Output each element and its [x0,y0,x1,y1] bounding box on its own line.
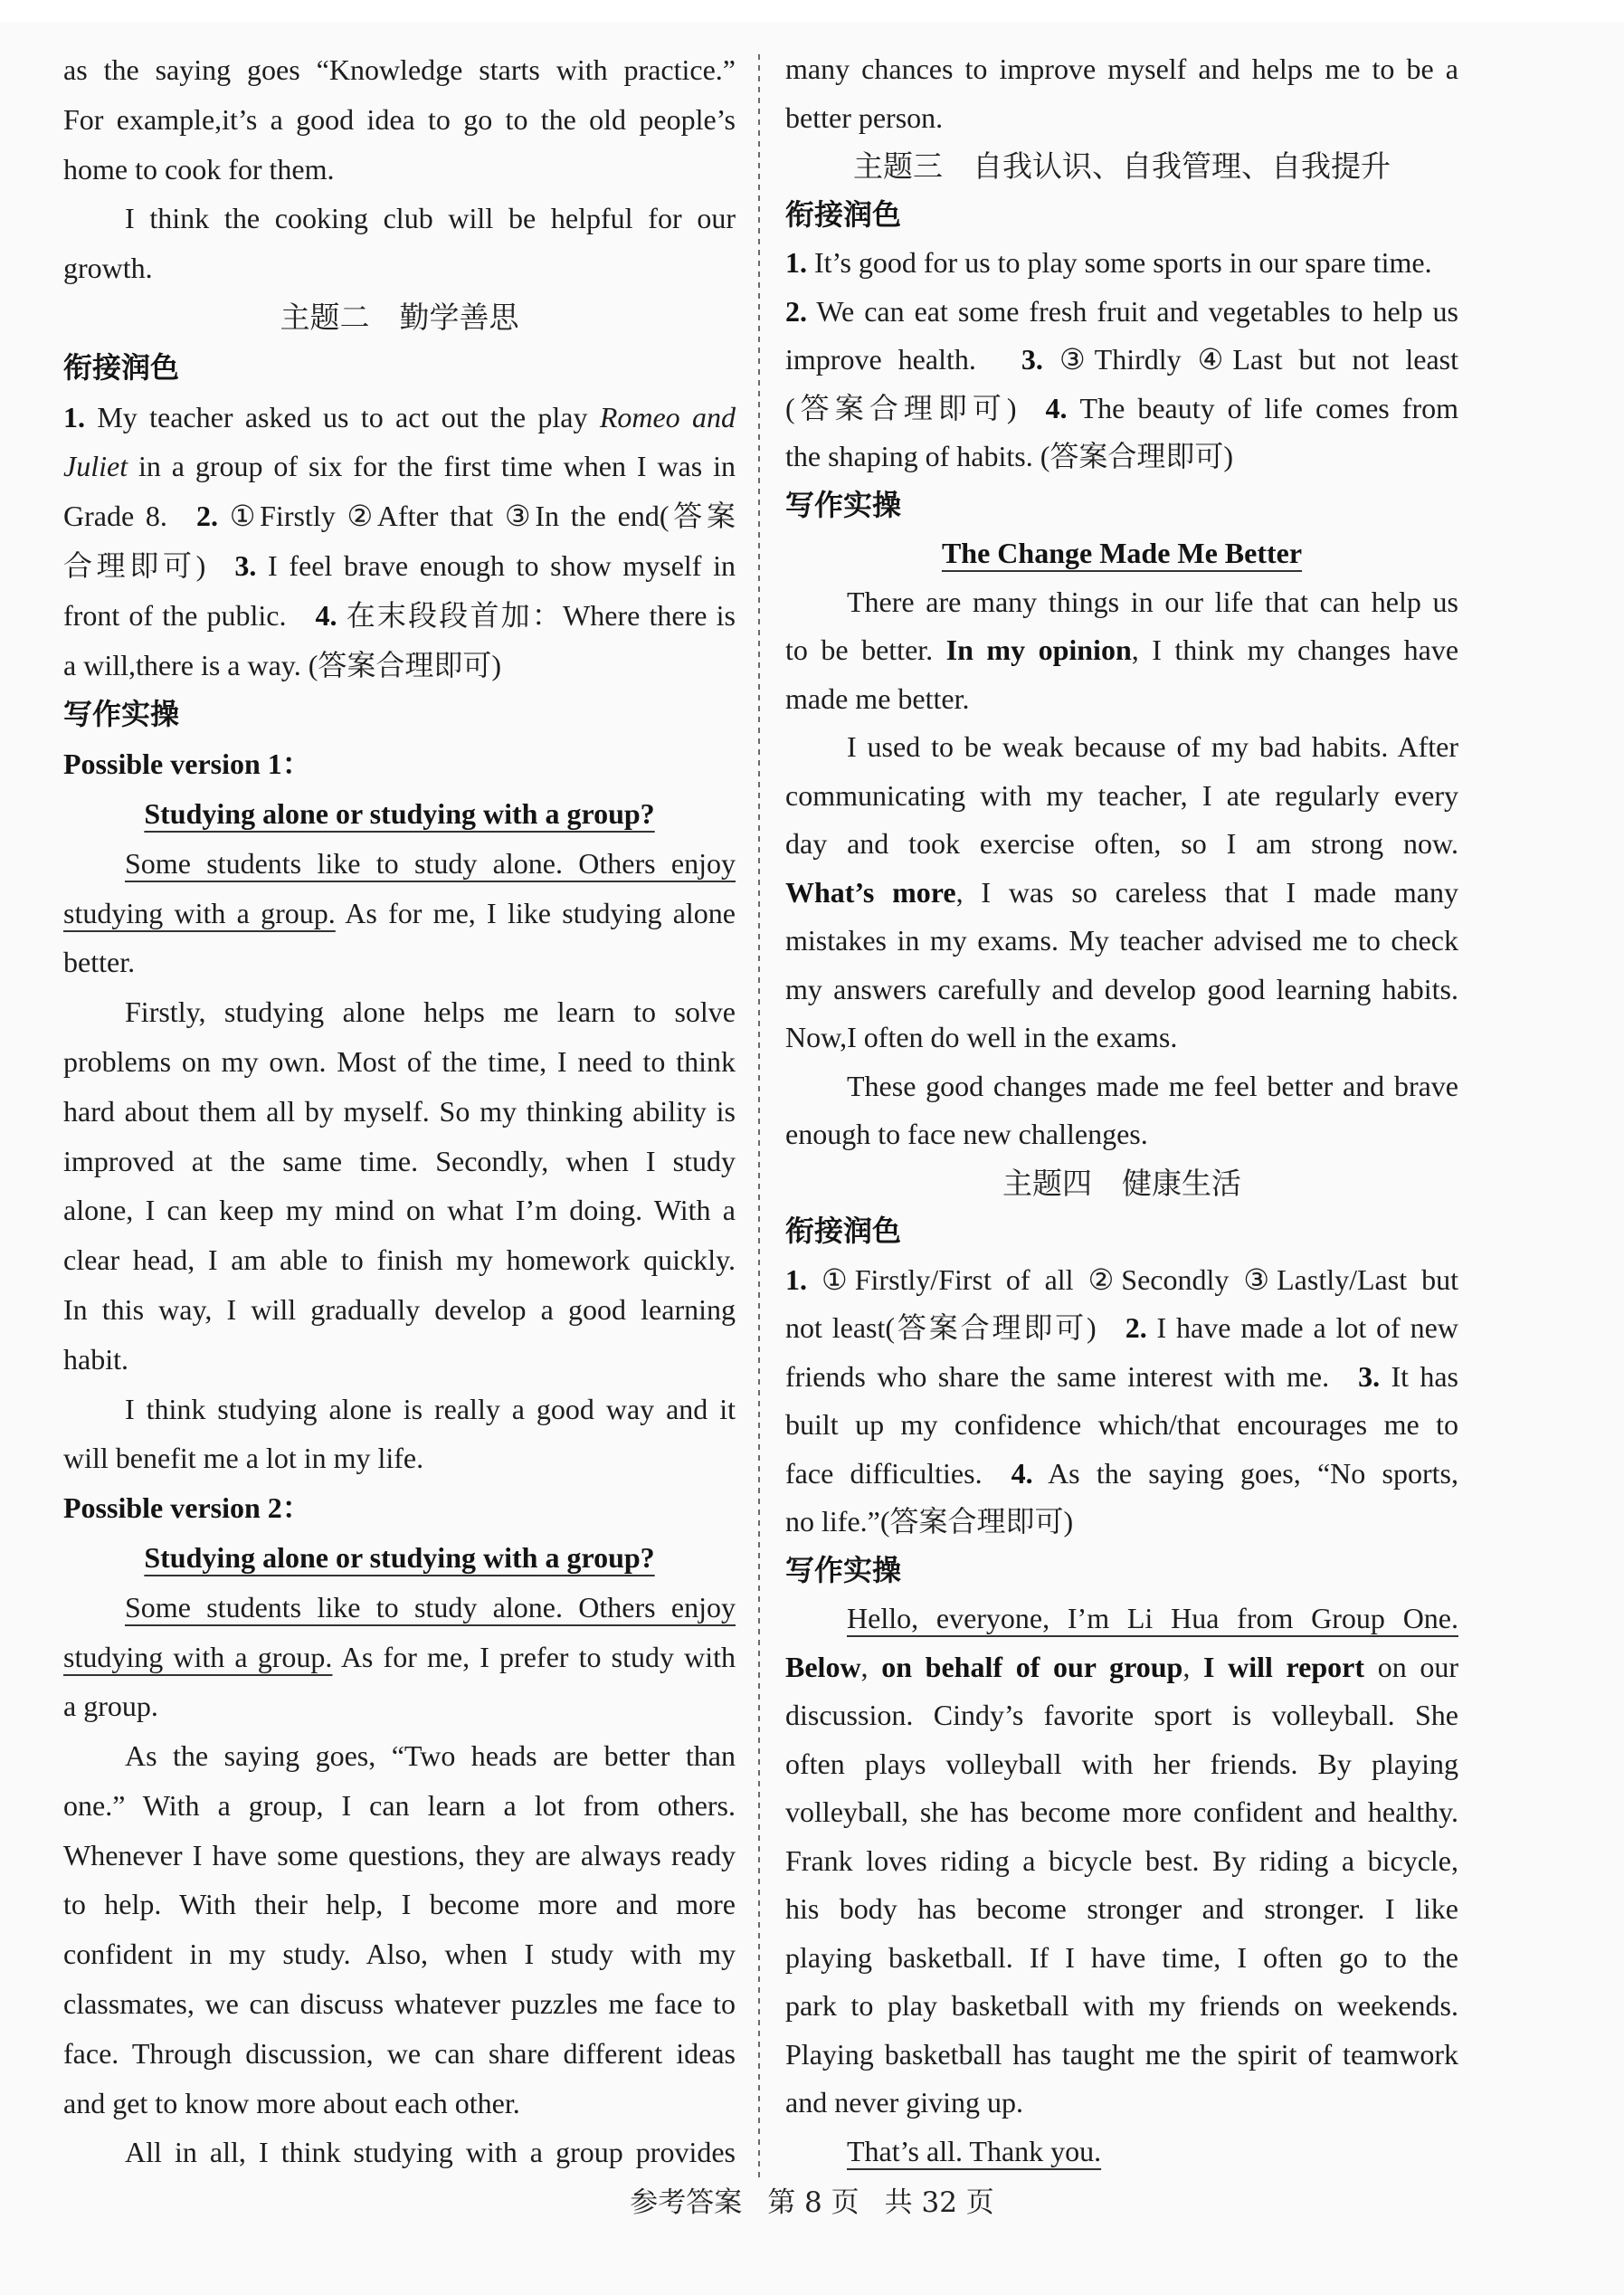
text-segment: mistakes in my exams. My teacher advised me to check [785,924,1458,957]
text-line [63,2128,736,2177]
text-line [63,442,736,491]
underlined-text: The Change Made Me Better [941,537,1303,569]
text-line [63,1037,736,1087]
text-line [785,820,1458,869]
text-segment: For example,it’s a good idea to go to the old people’s [63,102,736,136]
text-line [63,1137,736,1186]
text-segment: made me better. [785,681,970,715]
text-segment: 写作实操 [785,487,902,522]
left-column [63,45,736,2177]
text-line [63,1633,736,1682]
text-line [785,1643,1458,1692]
text-segment: park to play basketball with my friends on weekends. [785,1989,1458,2022]
italic-text: Juliet [63,450,128,483]
text-line [785,675,1458,724]
underlined-text: studying with a group. [63,1640,333,1673]
text-line [63,1979,736,2029]
text-segment: better. [63,946,136,979]
text-line [785,1595,1458,1643]
text-segment: in a group of six for the first time when I was in [128,450,736,483]
section-heading [63,690,736,739]
page-footer [0,2181,1624,2224]
text-line [785,723,1458,772]
text-line [63,839,736,889]
text-line [785,1788,1458,1837]
text-segment: one.” With a group, I can learn a lot from others. [63,1788,736,1822]
text-segment: often plays volleyball with her friends. By playing [785,1747,1458,1780]
text-segment: his body has become stronger and stronger. I like [785,1892,1458,1925]
text-line [63,2029,736,2079]
text-segment: 写作实操 [63,697,180,732]
text-line [63,591,736,641]
underlined-text: Some students like to study alone. Others enjoy [125,846,736,880]
text-line [785,1934,1458,1983]
text-line [785,1110,1458,1159]
text-line [785,2079,1458,2128]
underlined-text: studying with a group. [63,896,336,929]
footer-page-number: 第 8 页 [767,2186,859,2219]
text-segment: As for me, I prefer to study with [332,1640,736,1673]
bold-text: In my opinion [945,633,1132,666]
text-line [785,1498,1458,1547]
text-segment: a group. [63,1690,158,1723]
text-line [63,1186,736,1235]
essay-title [63,1533,736,1583]
text-segment: Firstly, studying alone helps me learn to solve [125,995,736,1029]
text-segment: Now,I often do well in the exams. [785,1021,1178,1053]
essay-title [63,789,736,839]
text-segment: My teacher asked us to act out the play [85,400,600,433]
text-segment: as the saying goes “Knowledge starts with practice.” [63,53,736,86]
text-segment: , [1182,1650,1203,1683]
text-line [63,889,736,938]
text-line [63,1235,736,1285]
text-segment: , I was so careless that I made many [955,875,1458,909]
bold-text: 4. [1045,391,1068,424]
bold-text: I will report [1202,1650,1365,1683]
underlined-text: Hello, everyone, I’m Li Hua from Group One. [847,1602,1458,1634]
text-segment: 主题三 自我认识、自我管理、自我提升 [853,148,1391,184]
text-segment: my answers carefully and develop good learning habits. [785,972,1458,1005]
text-line [785,94,1458,143]
text-segment: improved at the same time. Secondly, when I study [63,1144,736,1177]
text-segment: volleyball, she has become more confident and healthy. [785,1795,1458,1828]
bold-text: 2. [785,294,807,328]
text-segment: classmates, we can discuss whatever puzzles me face to [63,1987,736,2021]
text-segment: better person. [785,100,944,134]
text-line [785,1256,1458,1305]
text-line [63,45,736,95]
text-segment: 写作实操 [785,1552,902,1587]
bold-text: What’s more [785,875,956,909]
text-line [63,1731,736,1781]
theme-heading [785,1159,1458,1208]
text-line [785,578,1458,627]
text-segment: Possible version 2： [63,1491,311,1525]
text-line [63,1929,736,1979]
text-line [63,1433,736,1483]
text-line [785,1304,1458,1353]
bold-text: 4. [1011,1456,1033,1490]
text-line [63,145,736,195]
text-line [785,385,1458,433]
version-label [63,739,736,789]
text-segment: not least(答案合理即可) [785,1311,1125,1344]
page-top-edge [0,0,1624,22]
text-line [785,917,1458,966]
text-segment: confident in my study. Also, when I study with my [63,1938,736,1971]
text-segment: , [860,1650,882,1683]
text-segment: In this way, I will gradually develop a good learning [63,1292,736,1326]
bold-text: 3. [1358,1359,1381,1393]
essay-title [785,529,1458,578]
text-segment: improve health. [785,343,1021,376]
text-segment: front of the public. [63,598,316,632]
text-segment: discussion. Cindy’s favorite sport is volleyball. She [785,1699,1458,1731]
text-segment: I feel brave enough to show myself in [256,548,736,582]
text-segment: a will,there is a way. (答案合理即可) [63,648,502,681]
text-segment: Possible version 1： [63,748,311,781]
footer-label: 参考答案 [630,2186,743,2219]
text-segment: 衔接润色 [63,349,180,385]
text-segment: It’s good for us to play some sports in our spare time. [807,246,1432,279]
text-segment: I think studying alone is really a good way and it [125,1392,736,1425]
text-segment: Grade 8. [63,500,196,533]
text-line [785,1450,1458,1499]
bold-text: Below [785,1650,861,1683]
bold-text: on behalf of our group [881,1650,1183,1683]
section-heading [63,343,736,393]
text-segment: and never giving up. [785,2086,1024,2119]
text-line [63,1087,736,1137]
text-line [63,938,736,987]
text-line [785,1014,1458,1062]
text-line [63,541,736,591]
text-segment: the shaping of habits. (答案合理即可) [785,440,1234,472]
text-segment: face difficulties. [785,1456,1011,1490]
section-heading [785,191,1458,240]
text-segment: ①Firstly/First of all ②Secondly ③Lastly/Last but [807,1262,1458,1296]
text-segment: built up my confidence which/that encourages me to [785,1408,1458,1441]
text-segment: enough to face new challenges. [785,1118,1148,1150]
section-heading [785,1547,1458,1595]
section-heading [785,1207,1458,1256]
text-line [785,336,1458,385]
text-segment: These good changes made me feel better and brave [847,1069,1458,1102]
text-segment: ①Firstly ②After that ③In the end(答案 [217,500,736,533]
text-segment: 衔接润色 [785,196,902,232]
italic-text: Romeo and [599,400,736,433]
text-line [785,966,1458,1014]
text-line [785,433,1458,481]
underlined-text: Studying alone or studying with a group? [144,1540,655,1574]
text-segment: on our [1364,1650,1458,1683]
text-line [785,1837,1458,1886]
text-line [785,239,1458,288]
theme-heading [785,142,1458,191]
text-segment: (答案合理即可) [785,391,1046,424]
footer-page-total: 共 32 页 [884,2186,994,2219]
bold-text: 3. [1021,343,1043,376]
version-label [63,1483,736,1533]
text-segment: hard about them all by myself. So my thinking ability is [63,1094,736,1128]
text-line [785,1885,1458,1934]
bold-text: 2. [1125,1311,1147,1344]
bold-text: 2. [195,500,218,533]
section-heading [785,481,1458,530]
text-line [63,1385,736,1434]
text-line [63,2079,736,2128]
text-line [785,1353,1458,1402]
text-line [63,1681,736,1731]
text-segment: As the saying goes, “Two heads are better than [125,1739,736,1773]
text-segment: 主题四 健康生活 [1002,1165,1241,1201]
text-segment: face. Through discussion, we can share different ideas [63,2036,736,2070]
text-line [785,626,1458,675]
text-segment: to be better. [785,633,946,666]
text-segment: communicating with my teacher, I ate regularly every [785,778,1458,812]
text-segment: home to cook for them. [63,152,335,186]
text-segment: day and took exercise often, so I am strong now. [785,827,1458,860]
text-line [63,1285,736,1335]
text-line [785,45,1458,94]
theme-heading [63,293,736,343]
text-line [63,1831,736,1881]
text-segment: I have made a lot of new [1146,1311,1458,1344]
text-segment: Playing basketball has taught me the spirit of teamwork [785,2037,1458,2071]
text-line [785,1691,1458,1740]
text-segment: friends who share the same interest with me. [785,1359,1359,1393]
text-line [785,2128,1458,2176]
text-line [63,1335,736,1385]
text-segment: 合理即可) [63,548,235,582]
text-segment: As for me, I like studying alone [335,896,736,929]
text-line [785,2031,1458,2080]
text-segment: Whenever I have some questions, they are always ready [63,1838,736,1871]
text-segment: no life.”(答案合理即可) [785,1505,1074,1538]
text-line [63,641,736,690]
text-segment: There are many things in our life that can help us [847,585,1458,618]
underlined-text: That’s all. Thank you. [847,2134,1102,2167]
text-segment: to help. With their help, I become more and more [63,1888,736,1921]
text-segment: We can eat some fresh fruit and vegetables to help us [807,294,1458,328]
text-line [785,1740,1458,1789]
text-segment: clear head, I am able to finish my homework quickly. [63,1243,736,1277]
text-line [785,288,1458,337]
text-segment: 主题二 勤学善思 [280,299,519,335]
bold-text: 1. [785,1262,807,1296]
text-line [785,772,1458,821]
bold-text: 4. [315,598,337,632]
bold-text: 1. [785,246,807,279]
column-divider [758,54,760,2179]
text-line [63,491,736,541]
text-segment: It has [1380,1359,1458,1393]
underlined-text: Some students like to study alone. Others enjoy [125,1590,736,1624]
text-segment: 衔接润色 [785,1214,902,1248]
text-line [785,869,1458,918]
text-line [63,194,736,243]
text-line [63,243,736,293]
text-segment: and get to know more about each other. [63,2086,520,2119]
text-segment: many chances to improve myself and helps me to be a [785,52,1458,85]
text-segment: I used to be weak because of my bad habits. After [847,730,1458,763]
text-segment: Frank loves riding a bicycle best. By riding a bicycle, [785,1843,1458,1877]
text-segment: habit. [63,1342,128,1376]
text-segment: playing basketball. If I have time, I often go to the [785,1940,1458,1974]
text-line [63,987,736,1037]
text-segment: The beauty of life comes from [1067,391,1458,424]
text-line [785,1062,1458,1111]
bold-text: 1. [63,400,85,433]
text-segment: growth. [63,252,153,285]
text-segment: All in all, I think studying with a group provides [125,2136,736,2169]
text-line [63,1583,736,1633]
text-segment: As the saying goes, “No sports, [1032,1456,1458,1490]
underlined-text: Studying alone or studying with a group? [144,796,655,830]
text-segment: , I think my changes have [1131,633,1458,666]
text-segment: 在末段段首加：Where there is [337,598,736,632]
text-line [63,1781,736,1831]
text-segment: will benefit me a lot in my life. [63,1442,424,1475]
text-line [63,95,736,145]
text-segment: problems on my own. Most of the time, I need to think [63,1044,736,1078]
right-column [785,45,1458,2176]
text-line [63,1880,736,1929]
bold-text: 3. [234,548,257,582]
text-segment: I think the cooking club will be helpful for our [125,202,736,235]
text-line [785,1401,1458,1450]
text-line [63,393,736,443]
text-segment: ③Thirdly ④Last but not least [1042,343,1458,376]
text-segment: alone, I can keep my mind on what I’m doing. With a [63,1194,736,1227]
text-line [785,1982,1458,2031]
